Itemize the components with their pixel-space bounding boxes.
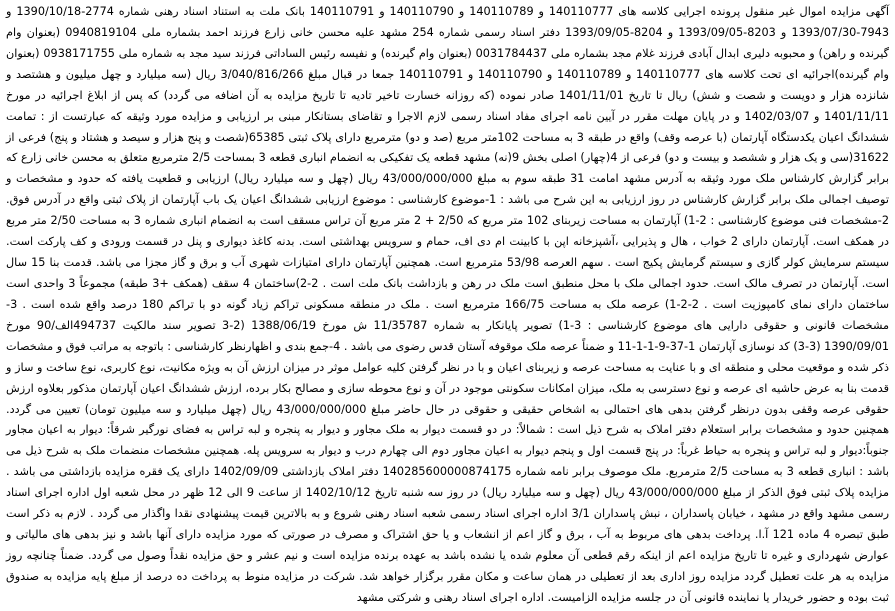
auction-notice-text: آگهی مزایده اموال غیر منقول پرونده اجرایی کلاسه های 140110777 و 140110789 و 140110790 و 140110791 بانک ملت به استناد اسناد رهنی شماره 2774-1390/10/18 و 7943-1393/07/30 و 8203-1393/09/05 و 8204-1393/09/05 دفتر اسناد رسمی شماره 254 مشهد علیه محسن خانی زارع فرزند احمد بشماره ملی 0940819104 (بعنوان وام گیرنده و راهن) و محبوبه دلیری ابدال آبادی فرزند غلام مجد بشماره ملی 0031784437 (بعنوان وام گیرنده) و نفیسه رئیس الساداتی فرزند سید مجد به شماره ملی 0938171755 (بعنوان وام گیرنده)اجرائیه ای تحت کلاسه های 140110777 و 140110789 و 140110790 و 140110791 جمعا در قبال مبلغ 3/040/816/266 ریال (سه میلیارد و چهل میلیون و هشتصد و شانزده هزار و دویست و شصت و شش) ریال تا تاریخ 1401/11/01 صادر نموده (که روزانه خسارت تاخیر تادیه تا تاریخ مزایده به آن اضافه می گردد) که پس از ابلاغ اجرائیه در مورخ 1401/11/11 و 1402/03/07 و در پایان مهلت مقرر در آیین نامه اجرای مفاد اسناد رسمی لازم الاجرا و تقاضای بستانکار مبنی بر ارزیابی و مزایده مورد وثیقه که عبارتست از : تمامت ششدانگ اعیان یکدستگاه آپارتمان (با عرصه وقف) واقع در طبقه 3 به مساحت 102متر مربع (صد و دو) مترمربع دارای پلاک ثبتی 65385(شصت و پنج هزار و سیصد و هشتاد و پنج) فرعی از 31622(سی و یک هزار و ششصد و بیست و دو) فرعی از 4(چهار) اصلی بخش 9(نه) مشهد قطعه یک تفکیکی به انضمام انباری قطعه 3 بمساحت 2/5 مترمربع متعلق به محسن خانی زارع که برابر گزارش کارشناس ملک مورد وثیقه به آدرس مشهد امامت 31 طبقه سوم به مبلغ 43/000/000/000 ریال (چهل و سه میلیارد ریال) ارزیابی و قطعیت یافته که حدود و مشخصات و توصیف اجمالی ملک برابر گزارش کارشناس در روز ارزیابی به این شرح می باشد : 1-موضوع کارشناسی : موضوع ارزیابی ششدانگ اعیان یک باب آپارتمان از پلاک ثبتی واقع در آدرس فوق. 2-مشخصات فنی موضوع کارشناسی : 2-1) آپارتمان به مساحت زیربنای 102 متر مربع که 2/50 + 2 متر مربع آن تراس مسقف است به انضمام انباری شماره 3 به مساحت 2/50 متر مربع در همکف است. آپارتمان دارای 2 خواب ، هال و پذیرایی ،آشپزخانه اپن با کابینت ام دی اف، حمام و سرویس بهداشتی است. بدنه کاغذ دیواری و پنل در قسمت ورودی و کف پارکت است. سیستم سرمایش کولر گازی و سیستم گرمایش پکیج است . سهم العرصه 53/98 مترمربع است. همچنین آپارتمان دارای امتیازات شهری آب و برق و گاز مجزا می باشد. قدمت بنا 15 سال است. آپارتمان در تصرف مالک است. حدود اجمالی ملک با محل منطبق است ملک در رهن و بازداشت بانک ملت است . 2-2)ساختمان 4 سقف (همکف +3 طبقه) مجموعاً 3 واحدی است ساختمان دارای نمای کامپوزیت است . 2-2-1) عرصه ملک به مساحت 166/75 مترمربع است . ملک در منطقه مسکونی تراکم زیاد گونه دو با تراکم 180 درصد واقع شده است . 3-مشخصات قانونی و حقوقی دارایی های موضوع کارشناسی : 3-1) تصویر پایانکار به شماره 11/35787 ش مورخ 1388/06/19 (2-3 تصویر سند مالکیت 494737الف/90 مورخ 1390/09/01 (3-3) کد نوسازی آپارتمان 1-37-9-1-1-11 و ضمناً عرصه ملک موقوفه آستان قدس رضوی می باشد . 4-جمع بندی و اظهارنظر کارشناسی : باتوجه به مراتب فوق و مشخصات ذکر شده و موقعیت محلی و منطقه ای و با عنایت به مساحت عرصه و زیربنای اعیان و با در نظر گرفتن کلیه عوامل موثر در میزان ارزش آن به ویژه مکانیت، نوع کاربری، نوع ساخت و ساز و قدمت بنا به عرض حاشیه ای عرصه و نوع دسترسی به ملک، میزان امکانات سکونتی موجود در آن و نوع محوطه سازی و مصالح بکار برده، ارزش ششدانگ اعیان آپارتمان مذکور بعلاوه ارزش حقوقی عرصه وقفی بدون درنظر گرفتن بدهی های احتمالی به اشخاص حقیقی و حقوقی در حال حاضر مبلغ 43/000/000/000 ریال (چهل میلیارد و سه میلیون تومان) تعیین می گردد. همچنین حدود و مشخصات برابر استعلام دفتر املاک به شرح ذیل است : شمالاً: در دو قسمت دیوار به ملک مجاور و دیوار به پنجره و لبه تراس به فضای نورگیر شرقاً: دیوار به اعیان مجاور جنوباً:دیوار و لبه تراس و پنجره به حیاط غرباً: در پنج قسمت اول و پنجم دیوار به اعیان مجاور دوم الی چهارم درب و دیوار به سرویس پله. همچنین مشخصات منضمات ملک به شرح ذیل می باشد : انباری قطعه 3 به مساحت 2/5 مترمربع. ملک موصوف برابر نامه شماره 140285600000874175 دفتر املاک بازداشتی 1402/09/09 دارای یک فقره مزایده بازداشتی می باشد . مزایده پلاک ثبتی فوق الذکر از مبلغ 43/000/000/000 ریال (چهل و سه میلیارد ریال) در روز سه شنبه تاریخ 1402/10/12 از ساعت 9 الی 12 ظهر در محل شعبه اول اداره اجرای اسناد رسمی مشهد واقع در مشهد ، خیابان پاسداران ، نبش پاسداران 3/1 اداره اجرای اسناد رسمی شعبه اسناد رهنی شروع و به بالاترین قیمت پیشنهادی نقدا واگذار می گردد . لازم به ذکر است طبق تبصره 4 ماده 121 آ.ا. پرداخت بدهی های مربوط به آب ، برق و گاز اعم از انشعاب و یا حق اشتراک و مصرف در صورتی که مورد مزایده دارای آنها باشد و نیز بدهی های مالیاتی و عوارض شهرداری و غیره تا تاریخ مزایده اعم از اینکه رقم قطعی آن معلوم شده یا نشده باشد به عهده برنده مزایده است و نیم عشر و حق مزایده نقداً وصول می گردد. ضمناً چنانچه روز مزایده به هر علت تعطیل گردد مزایده روز اداری بعد از تعطیلی در همان ساعت و مکان مقرر برگزار خواهد شد. شرکت در مزایده منوط به پرداخت ده درصد از مبلغ پایه مزایده به صندوق ثبت بوده و حضور خریدار یا نماینده قانونی آن در جلسه مزایده الزامیست. اداره اجرای اسناد رهنی و شرکتی مشهد	[6, 5, 890, 604]
